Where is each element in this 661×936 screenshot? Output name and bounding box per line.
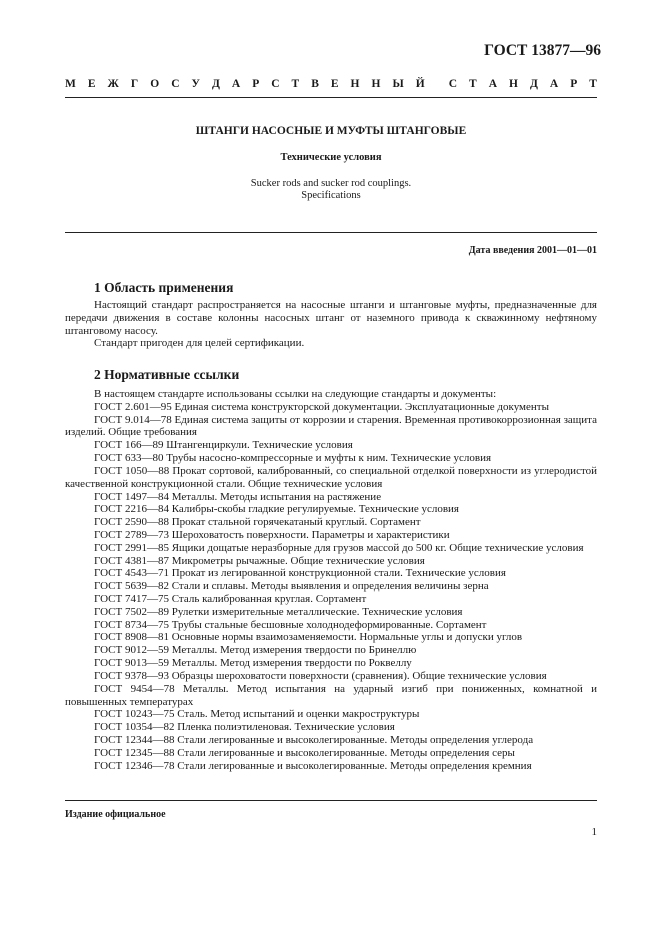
reference-item: ГОСТ 12346—78 Стали легированные и высоколегированные. Методы определения кремния	[94, 759, 532, 772]
reference-item: ГОСТ 9013—59 Металлы. Метод измерения твердости по Роквеллу	[94, 657, 412, 670]
banner-letter: Н	[371, 78, 381, 90]
reference-item: ГОСТ 12344—88 Стали легированные и высоколегированные. Методы определения углерода	[94, 733, 534, 746]
reference-item: ГОСТ 2590—88 Прокат стальной горячекатаный круглый. Сортамент	[94, 516, 421, 529]
banner-letter: Т	[469, 78, 477, 90]
reference-item: ГОСТ 4381—87 Микрометры рычажные. Общие технические условия	[94, 554, 425, 567]
section-1-heading: 1 Область применения	[94, 280, 234, 295]
gost-number: ГОСТ 13877—96	[484, 42, 601, 59]
normative-references-list	[65, 388, 597, 772]
reference-item: ГОСТ 633—80 Трубы насосно-компрессорные и муфты к ним. Технические условия	[94, 452, 492, 465]
reference-item: ГОСТ 9012—59 Металлы. Метод измерения твердости по Бринеллю	[94, 644, 417, 657]
banner-letter: Т	[291, 78, 300, 90]
reference-item: ГОСТ 7502—89 Рулетки измерительные металлические. Технические условия	[94, 605, 463, 618]
document-title: ШТАНГИ НАСОСНЫЕ И МУФТЫ ШТАНГОВЫЕ	[195, 125, 467, 137]
section-1-paragraph: Настоящий стандарт распространяется на насосные штанги и штанговые муфты, предназначенные для передачи движения в составе колонны насосных штанг от наземного привода к скважинному нефтяному штанговому насосу.	[65, 299, 597, 337]
reference-item: ГОСТ 2216—84 Калибры-скобы гладкие регулируемые. Технические условия	[94, 503, 459, 516]
reference-item: ГОСТ 8734—75 Трубы стальные бесшовные холоднодеформированные. Сортамент	[94, 618, 487, 631]
reference-item: ГОСТ 8908—81 Основные нормы взаимозаменяемости. Нормальные углы и допуски углов	[94, 631, 523, 644]
official-edition-label: Издание официальное	[65, 809, 166, 820]
banner-letter: О	[150, 78, 160, 90]
banner-letter: Е	[87, 78, 96, 90]
banner-letter: В	[311, 78, 319, 90]
english-title-line-2: Specifications	[301, 190, 361, 201]
footer-divider	[65, 800, 597, 801]
banner-letter: С	[271, 78, 280, 90]
reference-item: ГОСТ 166—89 Штангенциркули. Технические условия	[94, 439, 353, 452]
banner-letter: А	[488, 78, 497, 90]
banner-letter: Н	[350, 78, 360, 90]
reference-item: ГОСТ 1497—84 Металлы. Методы испытания на растяжение	[94, 490, 382, 503]
references-intro: В настоящем стандарте использованы ссылки на следующие стандарты и документы:	[94, 388, 497, 400]
page-number: 1	[591, 826, 597, 838]
banner-letter: М	[65, 78, 76, 90]
reference-item: ГОСТ 12345—88 Стали легированные и высоколегированные. Методы определения серы	[94, 746, 515, 759]
reference-item: ГОСТ 7417—75 Сталь калиброванная круглая. Сортамент	[94, 593, 367, 605]
reference-item: ГОСТ 4543—71 Прокат из легированной конструкционной стали. Технические условия	[94, 567, 506, 580]
banner-letter: Ж	[107, 78, 119, 90]
reference-item: ГОСТ 1050—88 Прокат сортовой, калиброванный, со специальной отделкой поверхности из углеродистой качественной конструкционной стали. Общие технические условия	[65, 464, 597, 490]
banner-letter: Т	[589, 78, 597, 90]
banner-letter: Д	[211, 78, 220, 90]
reference-item: ГОСТ 9378—93 Образцы шероховатости поверхности (сравнения). Общие технические условия	[94, 669, 547, 682]
english-title-line-1: Sucker rods and sucker rod couplings.	[250, 178, 412, 189]
reference-item: ГОСТ 9.014—78 Единая система защиты от коррозии и старения. Временная противокоррозионная защита изделий. Общие требования	[65, 413, 597, 439]
banner-letter: С	[448, 78, 458, 90]
english-title	[65, 178, 597, 202]
reference-item: ГОСТ 2991—85 Ящики дощатые неразборные для грузов массой до 500 кг. Общие технические условия	[94, 541, 584, 554]
banner-letter: Ы	[392, 78, 404, 90]
introduction-date: Дата введения 2001—01—01	[468, 245, 597, 256]
banner-letter: А	[549, 78, 559, 90]
banner-letter: Р	[570, 78, 578, 90]
banner-letter: А	[231, 78, 241, 90]
section-1-body	[65, 299, 597, 350]
banner-letter: У	[191, 78, 200, 90]
reference-item: ГОСТ 10243—75 Сталь. Метод испытаний и оценки макроструктуры	[94, 708, 420, 721]
reference-item: ГОСТ 5639—82 Стали и сплавы. Методы выявления и определения величины зерна	[94, 580, 489, 593]
header-divider	[65, 97, 597, 98]
reference-item: ГОСТ 10354—82 Пленка полиэтиленовая. Технические условия	[94, 721, 395, 734]
banner-letter: Й	[415, 78, 425, 90]
document-subtitle: Технические условия	[280, 152, 382, 163]
banner-letter: Д	[529, 78, 538, 90]
title-divider	[65, 232, 597, 233]
banner-letter: Р	[252, 78, 260, 90]
section-2-heading: 2 Нормативные ссылки	[94, 367, 240, 382]
reference-item: ГОСТ 2.601—95 Единая система конструкторской документации. Эксплуатационные документы	[94, 400, 549, 413]
banner-letter: Н	[509, 78, 518, 90]
interstate-standard-banner	[65, 78, 597, 90]
section-1-paragraph: Стандарт пригоден для целей сертификации.	[94, 337, 305, 350]
reference-item: ГОСТ 9454—78 Металлы. Метод испытания на ударный изгиб при пониженных, комнатной и повышенных температурах	[65, 682, 597, 708]
banner-letter: Г	[130, 78, 139, 90]
banner-letter: С	[171, 78, 180, 90]
reference-item: ГОСТ 2789—73 Шероховатость поверхности. Параметры и характеристики	[94, 528, 450, 541]
banner-letter: Е	[330, 78, 339, 90]
